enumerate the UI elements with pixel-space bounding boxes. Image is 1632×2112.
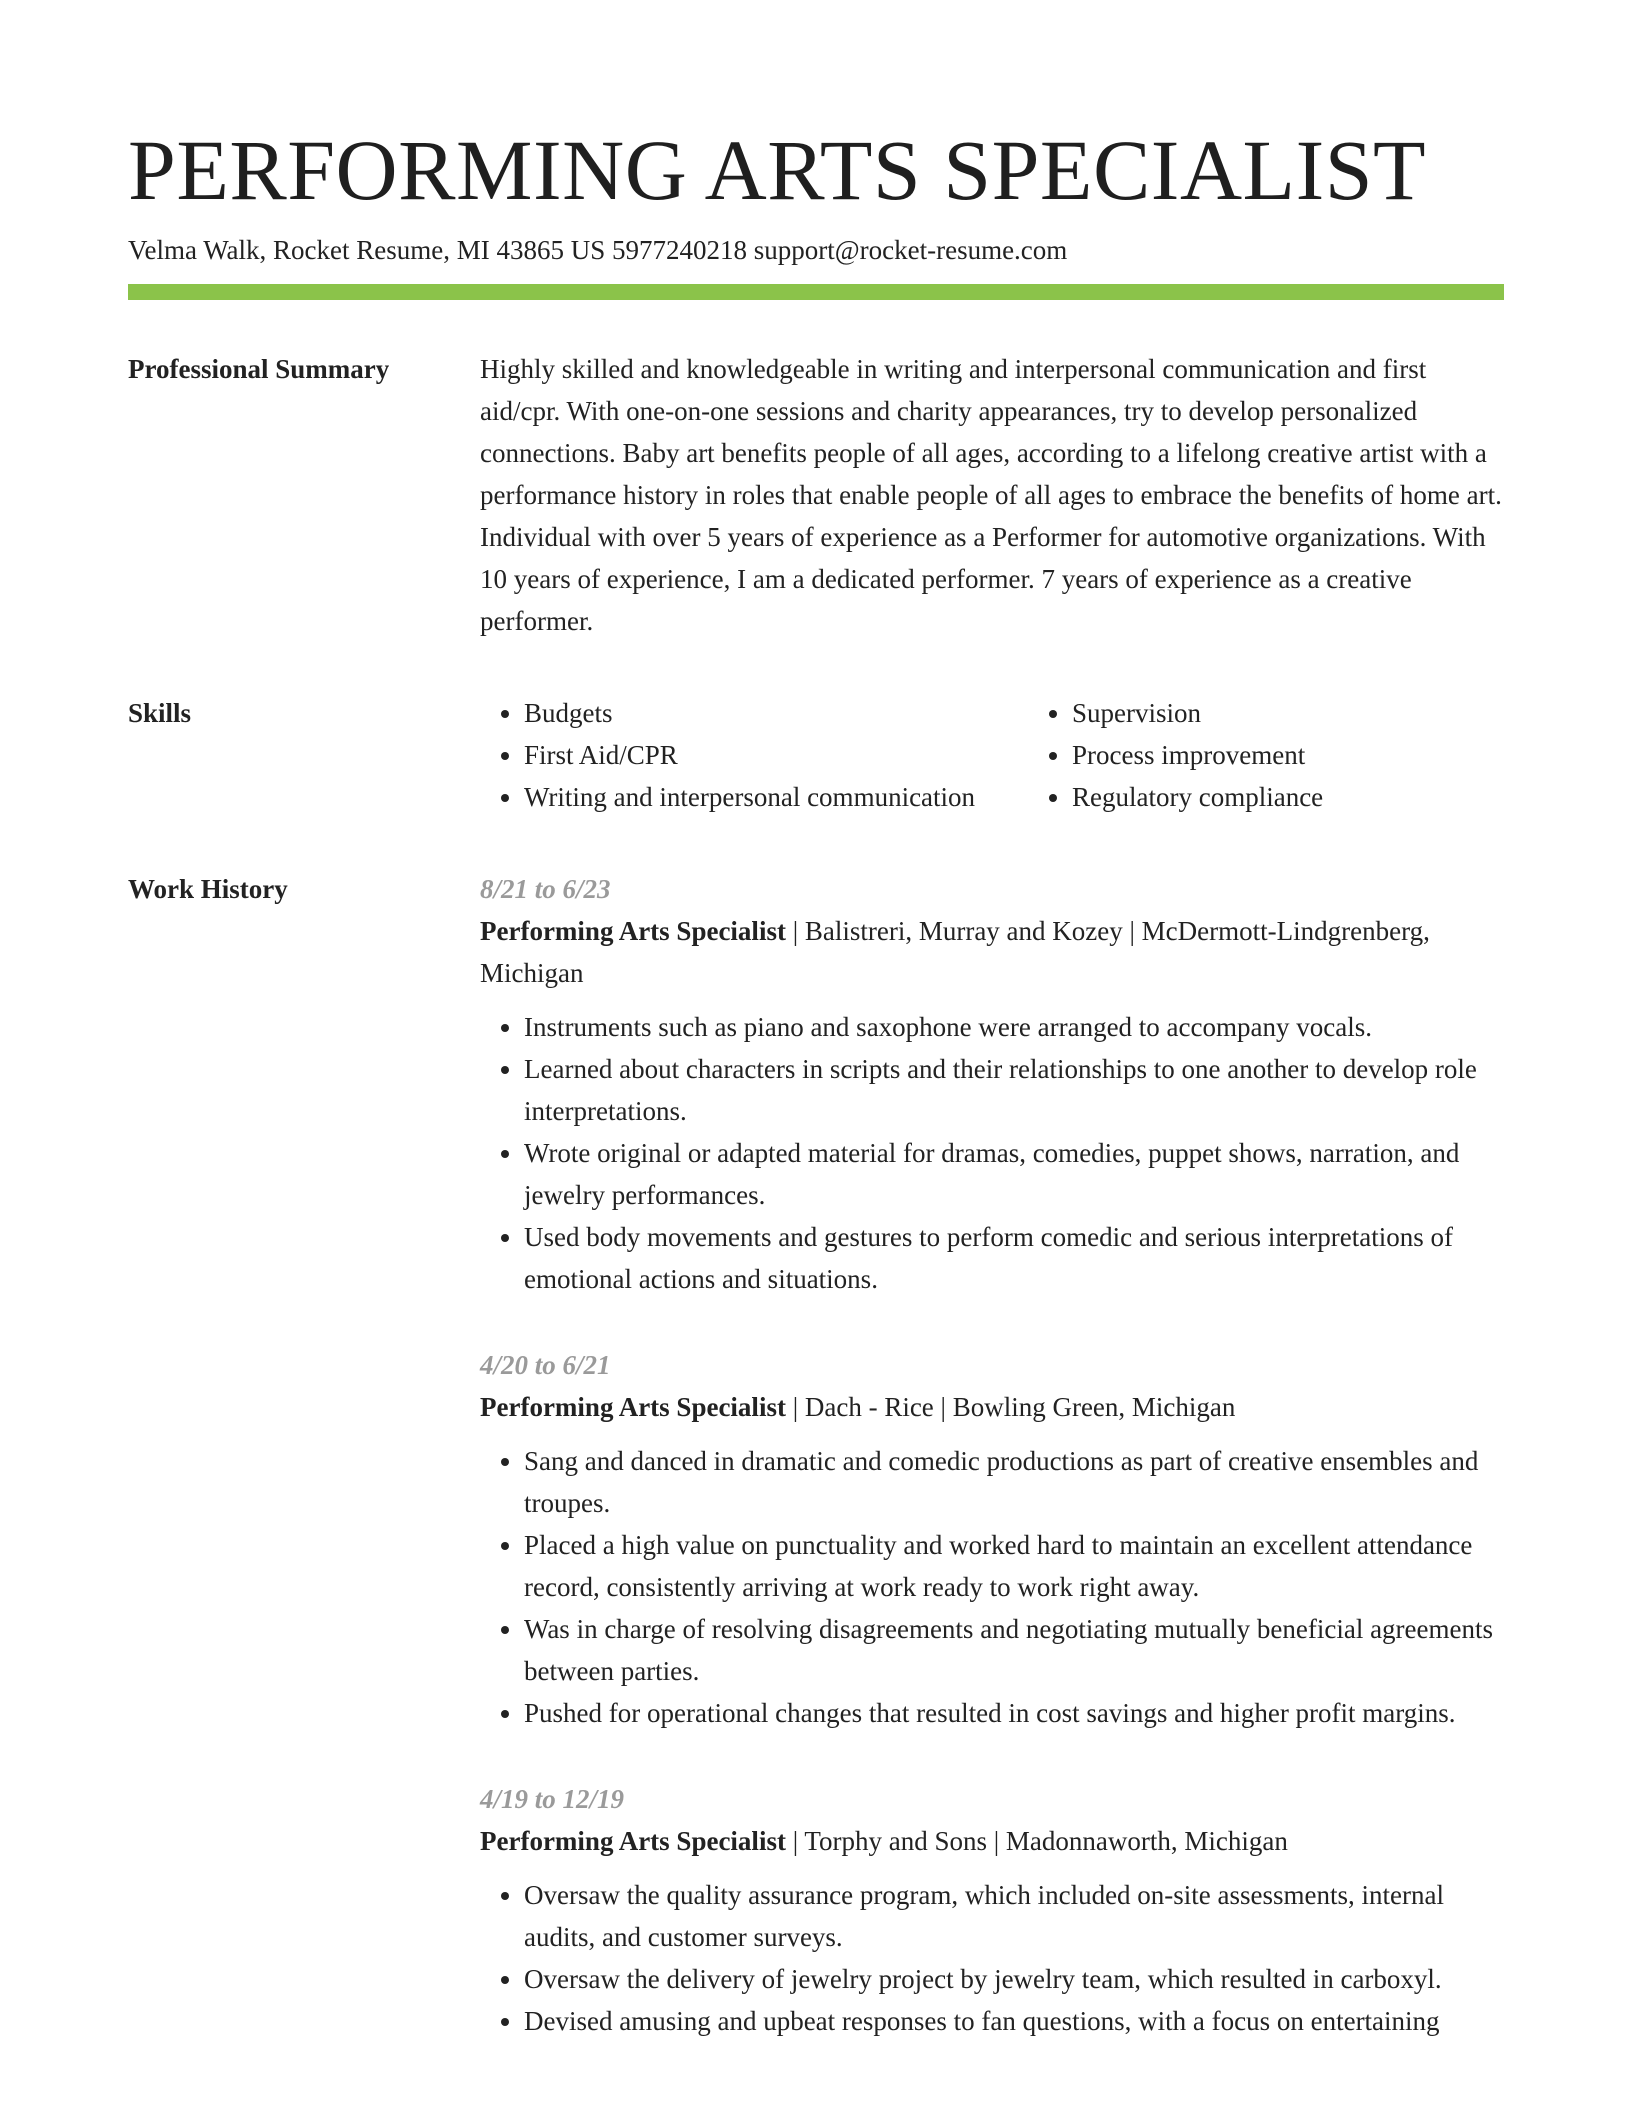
job-entry bbox=[480, 1344, 1504, 1734]
job-title: Performing Arts Specialist bbox=[480, 916, 786, 946]
job-heading bbox=[480, 910, 1504, 994]
job-bullet: • Oversaw the delivery of jewelry project by jewelry team, which resulted in carboxyl. bbox=[524, 1958, 1504, 2000]
job-date: 4/20 to 6/21 bbox=[480, 1350, 611, 1380]
job-bullet: • Pushed for operational changes that resulted in cost savings and higher profit margins. bbox=[524, 1692, 1504, 1734]
skills-grid bbox=[480, 692, 1532, 818]
job-bullets bbox=[480, 1440, 1504, 1734]
job-bullet: • Learned about characters in scripts and their relationships to one another to develop role interpretations. bbox=[524, 1048, 1504, 1132]
skills-section bbox=[128, 692, 1504, 818]
job-bullet: • Placed a high value on punctuality and worked hard to maintain an excellent attendance record, consistently arriving at work ready to work right away. bbox=[524, 1524, 1504, 1608]
job-bullet: • Oversaw the quality assurance program, which included on-site assessments, internal audits, and customer surveys. bbox=[524, 1874, 1504, 1958]
skills-list-left bbox=[480, 692, 1028, 818]
job-title: Performing Arts Specialist bbox=[480, 1392, 786, 1422]
header-divider bbox=[128, 284, 1504, 300]
job-title: Performing Arts Specialist bbox=[480, 1826, 786, 1856]
job-bullet: • Wrote original or adapted material for dramas, comedies, puppet shows, narration, and jewelry performances. bbox=[524, 1132, 1504, 1216]
work-history-section bbox=[128, 868, 1504, 2086]
job-details: | Dach - Rice | Bowling Green, Michigan bbox=[785, 1392, 1236, 1422]
job-bullet: • Used body movements and gestures to perform comedic and serious interpretations of emotional actions and situations. bbox=[524, 1216, 1504, 1300]
job-details: | Torphy and Sons | Madonnaworth, Michigan bbox=[785, 1826, 1288, 1856]
skill-item: • Budgets bbox=[524, 692, 1028, 734]
job-heading bbox=[480, 1386, 1504, 1428]
section-heading: Professional Summary bbox=[128, 354, 390, 384]
skill-item: • Regulatory compliance bbox=[1072, 776, 1532, 818]
section-heading: Skills bbox=[128, 698, 192, 728]
section-heading: Work History bbox=[128, 874, 288, 904]
job-bullet: • Sang and danced in dramatic and comedic productions as part of creative ensembles and troupes. bbox=[524, 1440, 1504, 1524]
job-bullets bbox=[480, 1006, 1504, 1300]
summary-text: Highly skilled and knowledgeable in writing and interpersonal communication and first aid/cpr. With one-on-one sessions and charity appearances, try to develop personalized connections. Baby art benefits people of all ages, according to a lifelong creative artist with a performance history in roles that enable people of all ages to embrace the benefits of home art. Individual with over 5 years of experience as a Performer for automotive organizations. With 10 years of experience, I am a dedicated performer. 7 years of experience as a creative performer. bbox=[480, 354, 1502, 636]
summary-body bbox=[480, 348, 1504, 642]
contact-line: Velma Walk, Rocket Resume, MI 43865 US 5977240218 support@rocket-resume.com bbox=[128, 235, 1068, 265]
skill-item: • Writing and interpersonal communication bbox=[524, 776, 1028, 818]
skill-item: • Supervision bbox=[1072, 692, 1532, 734]
job-entry bbox=[480, 1778, 1504, 2042]
job-heading bbox=[480, 1820, 1504, 1862]
job-bullet: • Instruments such as piano and saxophone were arranged to accompany vocals. bbox=[524, 1006, 1504, 1048]
job-date: 4/19 to 12/19 bbox=[480, 1784, 625, 1814]
job-bullet: • Was in charge of resolving disagreements and negotiating mutually beneficial agreements between parties. bbox=[524, 1608, 1504, 1692]
job-details: | Balistreri, Murray and Kozey | McDermott-Lindgrenberg, Michigan bbox=[480, 916, 1430, 988]
skills-list-right bbox=[1028, 692, 1532, 818]
work-history-body bbox=[480, 868, 1504, 2086]
job-bullet: • Devised amusing and upbeat responses to fan questions, with a focus on entertaining bbox=[524, 2000, 1504, 2042]
resume-title: PERFORMING ARTS SPECIALIST bbox=[128, 122, 1427, 218]
skill-item: • First Aid/CPR bbox=[524, 734, 1028, 776]
job-entry bbox=[480, 868, 1504, 1300]
job-date: 8/21 to 6/23 bbox=[480, 874, 611, 904]
skill-item: • Process improvement bbox=[1072, 734, 1532, 776]
resume-page bbox=[128, 0, 1504, 2086]
professional-summary-section bbox=[128, 348, 1504, 642]
job-bullets bbox=[480, 1874, 1504, 2042]
